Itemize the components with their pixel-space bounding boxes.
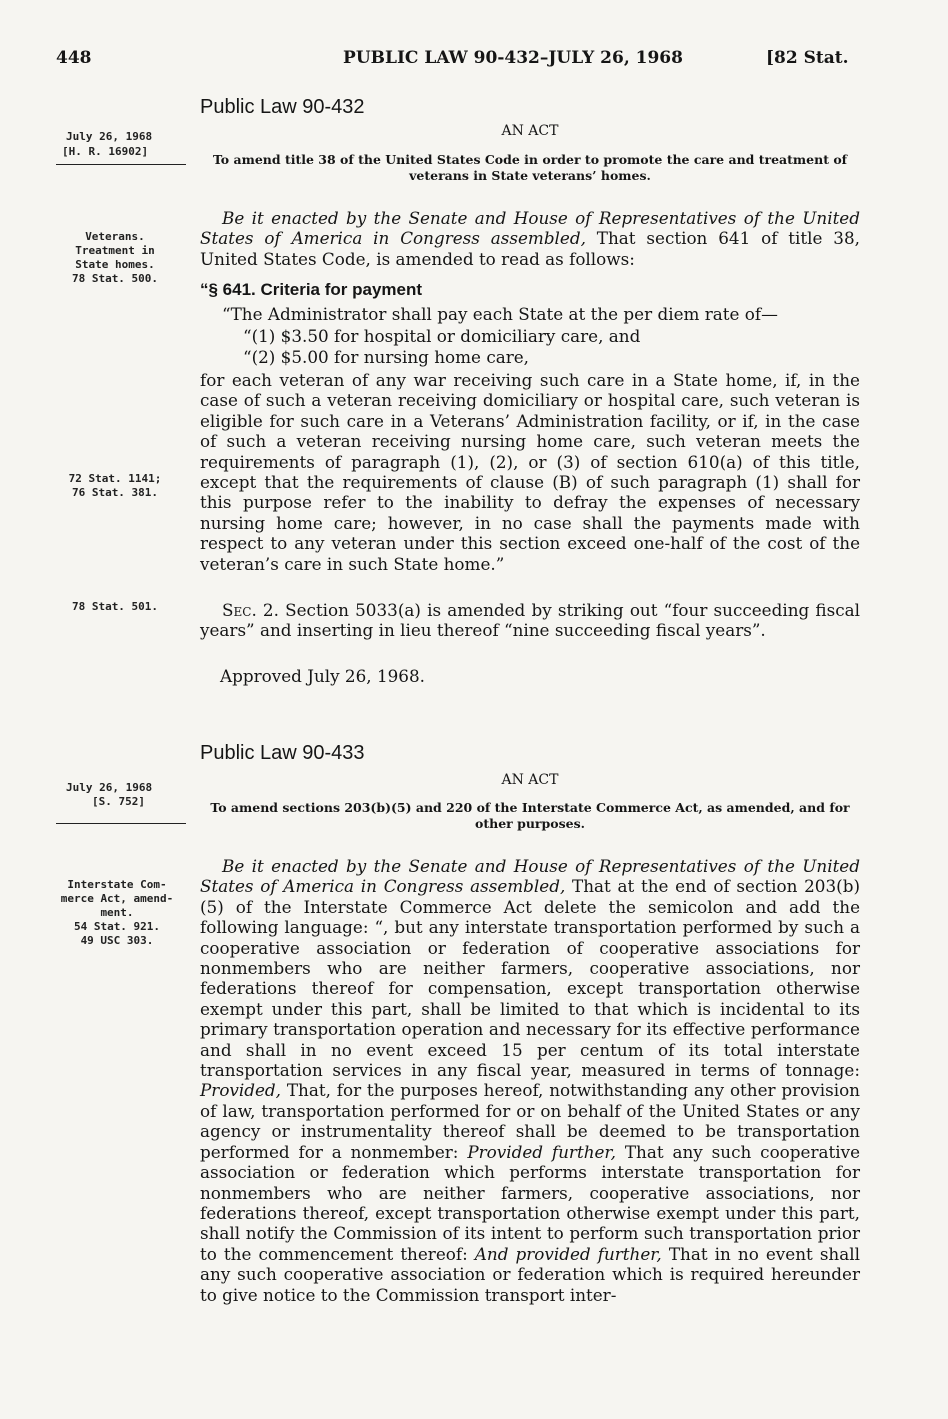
margin-line: 78 Stat. 500.	[71, 272, 159, 285]
law1-side-date: July 26, 1968	[66, 130, 153, 143]
law1-main-paragraph	[200, 370, 860, 574]
law1-margin-note-2	[50, 472, 180, 500]
law2-margin-note-1	[52, 878, 182, 948]
law2-body	[200, 856, 860, 1305]
law1-approved: Approved July 26, 1968.	[220, 666, 425, 686]
law1-act-label: AN ACT	[501, 123, 559, 139]
margin-line: State homes.	[75, 258, 155, 271]
administrator-line: “The Administrator shall pay each State at the per diem rate of—	[222, 304, 778, 324]
sec2-label: Sec. 2.	[222, 600, 279, 620]
law2-title: Public Law 90-433	[200, 742, 365, 764]
margin-line: Interstate Com-	[67, 878, 167, 891]
law2-p1: That at the end of section 203(b)(5) of the Interstate Commerce Act delete the semicolon and add the following language: “, but any interstate transportation performed by such a cooperative association or federation of cooperative associations for nonmembers who are neither farmers, cooperative associations, nor federations thereof for compensation, except transportation otherwise exempt under this part, shall be limited to that which is incidental to its primary transportation operation and necessary for its effective performance and shall in no event exceed 15 per centum of its total interstate transportation services in any fiscal year, measured in terms of tonnage:	[200, 876, 860, 1081]
stat-reference: [82 Stat.	[766, 48, 849, 68]
main-paragraph-text: for each veteran of any war receiving such care in a State home, if, in the case of such a veteran receiving domiciliary or hospital care, such veteran is eligible for such care in a Veterans’ Administration facility, or if, in the case of such a veteran receiving nursing home care, such veteran meets the requirements of paragraph (1), (2), or (3) of section 610(a) of this title, except that the requirements of clause (B) of such paragraph (1) shall for this purpose refer to the inability to defray the expenses of necessary nursing home care; however, in no case shall the payments made with respect to any veteran under this section exceed one-half of the cost of the veteran’s care in such State home.”	[200, 370, 860, 574]
law2-purpose: To amend sections 203(b)(5) and 220 of the Interstate Commerce Act, as amended, and for other purposes.	[210, 800, 850, 831]
and-provided-further: And provided further,	[474, 1243, 662, 1264]
law1-side-bill: [H. R. 16902]	[62, 145, 149, 158]
law2-side-rule	[56, 823, 186, 824]
law1-purpose: To amend title 38 of the United States Code in order to promote the care and treatment of veterans in State veterans’ homes.	[212, 152, 848, 183]
enacting-rest: That section 641 of title 38, United States Code, is amended to read as follows:	[200, 228, 860, 269]
margin-line: 54 Stat. 921.	[73, 920, 161, 933]
clause-1: “(1) $3.50 for hospital or domiciliary care, and	[243, 326, 641, 346]
margin-line: merce Act, amend-	[60, 892, 174, 905]
provided: Provided,	[200, 1080, 282, 1101]
clause-2: “(2) $5.00 for nursing home care,	[243, 347, 530, 367]
law2-act-label: AN ACT	[501, 772, 559, 788]
sec2-text: Section 5033(a) is amended by striking out “four succeeding fiscal years” and inserting in lieu thereof “nine succeeding fiscal years”.	[200, 600, 860, 641]
law2-side-date: July 26, 1968	[66, 781, 153, 794]
law2-p3: That any such cooperative association or federation which performs interstate transportation for nonmembers who are neither farmers, cooperative associations, nor federations thereof, except transportation otherwise exempt under this part, shall notify the Commission of its intent to perform such transportation prior to the commencement thereof:	[200, 1141, 860, 1264]
provided-further: Provided further,	[467, 1141, 616, 1162]
law2-side-bill: [S. 752]	[92, 795, 145, 808]
law1-enacting-clause	[200, 208, 860, 269]
law2-p2: That, for the purposes hereof, notwithstanding any other provision of law, transportation performed for or on behalf of the United States or any agency or instrumentality thereof shall be deemed to be transportation performed for a nonmember:	[200, 1080, 860, 1162]
enacting-italic: Be it enacted by the Senate and House of Representatives of the United States of America in Congress assembled,	[200, 208, 860, 249]
law1-side-rule	[56, 164, 186, 165]
running-title: PUBLIC LAW 90-432–JULY 26, 1968	[343, 48, 683, 68]
margin-line: Veterans.	[85, 230, 145, 243]
law1-margin-note-1	[50, 230, 180, 286]
margin-line: 76 Stat. 381.	[71, 486, 159, 499]
margin-line: 72 Stat. 1141;	[68, 472, 162, 485]
page-number: 448	[56, 48, 92, 68]
margin-line: 49 USC 303.	[80, 934, 154, 947]
section-2	[200, 600, 860, 641]
margin-line: ment.	[100, 906, 134, 919]
margin-line: Treatment in	[75, 244, 155, 257]
law1-title: Public Law 90-432	[200, 96, 365, 118]
section-641-heading: “§ 641. Criteria for payment	[200, 280, 423, 299]
law1-margin-note-3: 78 Stat. 501.	[71, 600, 159, 613]
law2-p4: That in no event shall any such cooperative association or federation which is required hereunder to give notice to the Commission transport inter-	[200, 1243, 860, 1305]
enacting-italic: Be it enacted by the Senate and House of Representatives of the United States of America in Congress assembled,	[200, 856, 860, 897]
running-header	[0, 48, 948, 78]
